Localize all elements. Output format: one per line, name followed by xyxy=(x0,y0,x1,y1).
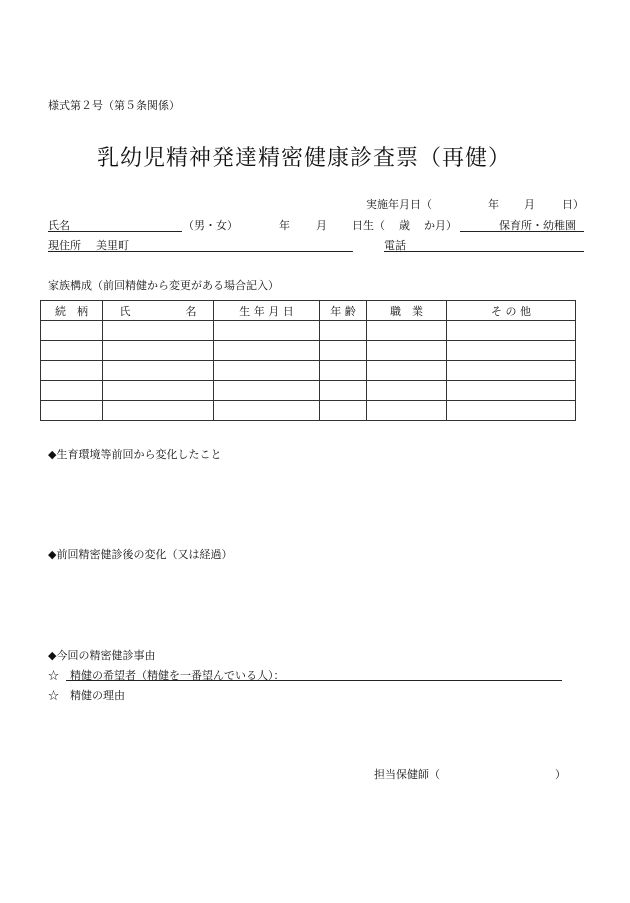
hope-field-line[interactable] xyxy=(66,680,562,681)
age-months: か月） xyxy=(424,219,457,232)
table-cell[interactable] xyxy=(103,321,214,341)
date-day: 日） xyxy=(562,198,584,211)
form-number: 様式第２号（第５条関係） xyxy=(48,99,180,112)
table-cell[interactable] xyxy=(447,341,576,361)
col-other: そ の 他 xyxy=(447,301,576,321)
table-cell[interactable] xyxy=(214,381,320,401)
col-occupation: 職 業 xyxy=(367,301,447,321)
address-value: 美里町 xyxy=(96,239,129,252)
table-row xyxy=(41,381,576,401)
address-label: 現住所 xyxy=(48,239,81,252)
phone-label: 電話 xyxy=(384,239,406,252)
table-cell[interactable] xyxy=(103,381,214,401)
phone-field-line[interactable] xyxy=(384,251,584,252)
table-row xyxy=(41,401,576,421)
table-cell[interactable] xyxy=(41,361,103,381)
family-table xyxy=(40,300,576,421)
date-label: 実施年月日（ xyxy=(366,198,432,211)
table-cell[interactable] xyxy=(41,341,103,361)
col-relation: 続 柄 xyxy=(41,301,103,321)
table-cell[interactable] xyxy=(103,341,214,361)
table-cell[interactable] xyxy=(214,341,320,361)
col-birthdate: 生 年 月 日 xyxy=(214,301,320,321)
family-heading: 家族構成（前回精健から変更がある場合記入） xyxy=(48,279,279,292)
sex-choice[interactable]: （男・女） xyxy=(183,219,238,232)
table-cell[interactable] xyxy=(41,321,103,341)
table-cell[interactable] xyxy=(320,341,367,361)
birth-month: 月 xyxy=(316,219,327,232)
table-cell[interactable] xyxy=(367,401,447,421)
table-row xyxy=(41,361,576,381)
table-cell[interactable] xyxy=(320,361,367,381)
table-cell[interactable] xyxy=(320,401,367,421)
col-name: 氏 名 xyxy=(103,301,214,321)
school-field-line[interactable] xyxy=(460,231,584,232)
birth-day: 日生（ xyxy=(352,219,385,232)
table-cell[interactable] xyxy=(447,361,576,381)
name-field-line[interactable] xyxy=(48,231,182,232)
page-title: 乳幼児精神発達精密健康診査票（再健） xyxy=(97,146,512,171)
table-cell[interactable] xyxy=(214,401,320,421)
table-row xyxy=(41,321,576,341)
reason-label: ☆ 精健の理由 xyxy=(48,689,125,702)
address-field-line[interactable] xyxy=(48,251,353,252)
nurse-close: ） xyxy=(555,768,566,781)
table-cell[interactable] xyxy=(103,401,214,421)
hope-label: ☆ 精健の希望者（精健を一番望んでいる人）： xyxy=(48,669,285,682)
table-cell[interactable] xyxy=(214,321,320,341)
reason-heading: ◆今回の精密健診事由 xyxy=(48,649,156,662)
name-label: 氏名 xyxy=(48,219,70,232)
table-cell[interactable] xyxy=(367,381,447,401)
environment-heading: ◆生育環境等前回から変化したこと xyxy=(48,448,222,461)
changes-heading: ◆前回精密健診後の変化（又は経過） xyxy=(48,548,233,561)
school-label: 保育所・幼稚園 xyxy=(499,219,576,232)
birth-year: 年 xyxy=(279,219,290,232)
nurse-label: 担当保健師（ xyxy=(374,768,440,781)
table-cell[interactable] xyxy=(320,381,367,401)
table-cell[interactable] xyxy=(447,321,576,341)
table-row xyxy=(41,341,576,361)
table-cell[interactable] xyxy=(447,401,576,421)
table-cell[interactable] xyxy=(103,361,214,381)
table-cell[interactable] xyxy=(367,341,447,361)
col-age: 年 齢 xyxy=(320,301,367,321)
table-cell[interactable] xyxy=(367,321,447,341)
date-month: 月 xyxy=(524,198,535,211)
table-cell[interactable] xyxy=(41,381,103,401)
age-years: 歳 xyxy=(399,219,410,232)
table-cell[interactable] xyxy=(41,401,103,421)
table-cell[interactable] xyxy=(214,361,320,381)
table-cell[interactable] xyxy=(447,381,576,401)
table-cell[interactable] xyxy=(367,361,447,381)
table-cell[interactable] xyxy=(320,321,367,341)
table-header-row xyxy=(41,301,576,321)
date-year: 年 xyxy=(488,198,499,211)
